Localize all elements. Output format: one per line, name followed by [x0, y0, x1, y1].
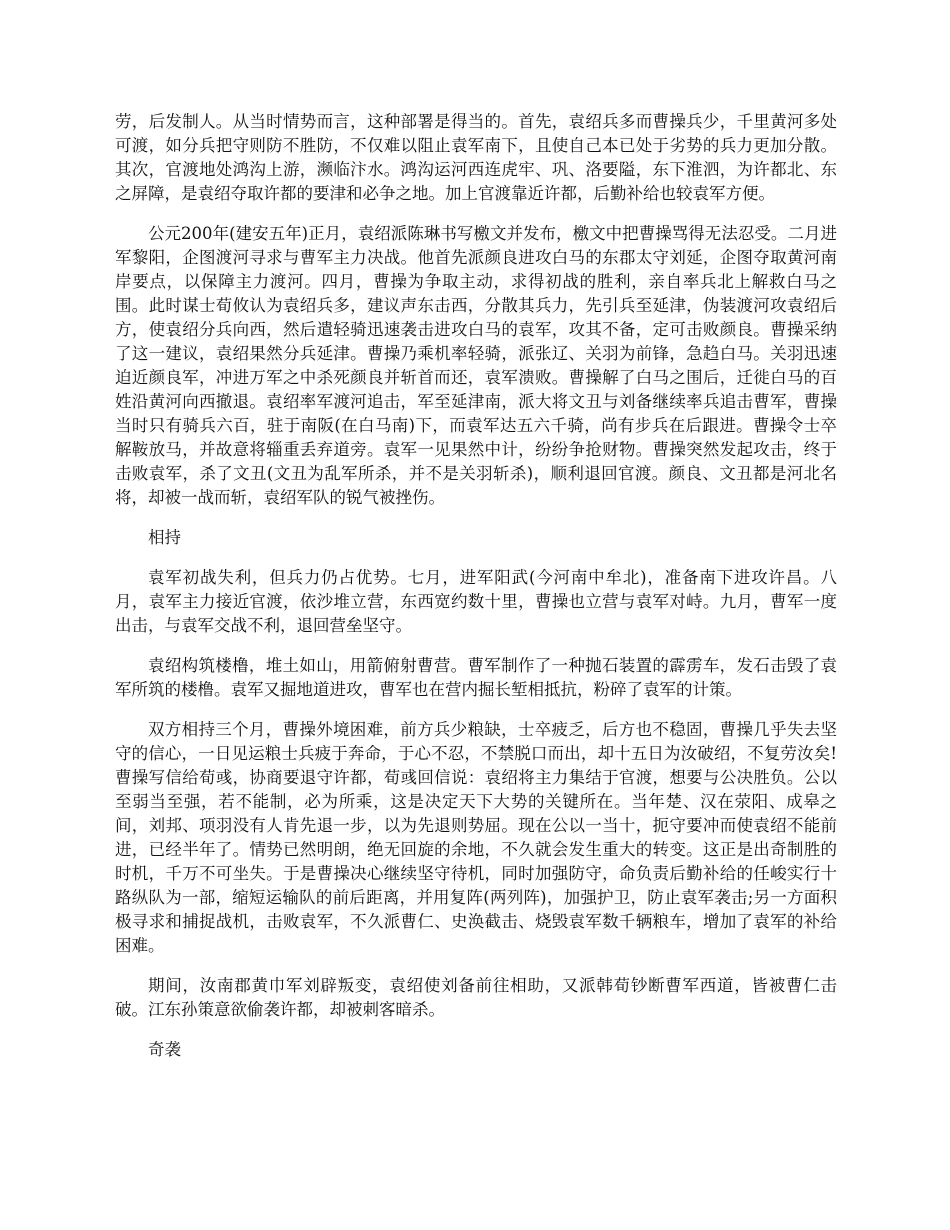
- paragraph-intro: 劳，后发制人。从当时情势而言，这种部署是得当的。首先，袁绍兵多而曹操兵少，千里黄河多处可渡，如分兵把守则防不胜防，不仅难以阻止袁军南下，且使自己本已处于劣势的兵力更加分散。其次，官渡地处鸿沟上游，濒临汴水。鸿沟运河西连虎牢、巩、洛要隘，东下淮泗，为许都北、东之屏障，是袁绍夺取许都的要津和必争之地。加上官渡靠近许都，后勤补给也较袁军方便。: [115, 112, 837, 203]
- paragraph-baima: 公元200年(建安五年)正月，袁绍派陈琳书写檄文并发布，檄文中把曹操骂得无法忍受。二月进军黎阳，企图渡河寻求与曹军主力决战。他首先派颜良进攻白马的东郡太守刘延，企图夺取黄河南岸要点，以保障主力渡河。四月，曹操为争取主动，求得初战的胜利，亲自率兵北上解救白马之围。此时谋士荀攸认为袁绍兵多，建议声东击西，分散其兵力，先引兵至延津，伪装渡河攻袁绍后方，使袁绍分兵向西，然后遣轻骑迅速袭击进攻白马的袁军，攻其不备，定可击败颜良。曹操采纳了这一建议，袁绍果然分兵延津。曹操乃乘机率轻骑，派张辽、关羽为前锋，急趋白马。关羽迅速迫近颜良军，冲进万军之中杀死颜良并斩首而还，袁军溃败。曹操解了白马之围后，迁徙白马的百姓沿黄河向西撤退。袁绍率军渡河追击，军至延津南，派大将文丑与刘备继续率兵追击曹军，曹操当时只有骑兵六百，驻于南阪(在白马南)下，而袁军达五六千骑，尚有步兵在后跟进。曹操令士卒解鞍放马，并故意将辎重丢弃道旁。袁军一见果然中计，纷纷争抢财物。曹操突然发起攻击，终于击败袁军，杀了文丑(文丑为乱军所杀，并不是关羽斩杀)，顺利退回官渡。颜良、文丑都是河北名将，却被一战而斩，袁绍军队的锐气被挫伤。: [115, 224, 837, 507]
- document-body: [115, 110, 837, 1078]
- paragraph-towers: 袁绍构筑楼橹，堆土如山，用箭俯射曹营。曹军制作了一种抛石装置的霹雳车，发石击毁了袁军所筑的楼橹。袁军又掘地道进攻，曹军也在营内掘长堑相抵抗，粉碎了袁军的计策。: [115, 656, 837, 699]
- section-heading-qixi: 奇袭: [148, 1040, 181, 1059]
- section-heading-xiangchi: 相持: [148, 528, 181, 547]
- paragraph-standoff-start: 袁军初战失利，但兵力仍占优势。七月，进军阳武(今河南中牟北)，准备南下进攻许昌。八月，袁军主力接近官渡，依沙堆立营，东西宽约数十里，曹操也立营与袁军对峙。九月，曹军一度出击，与袁军交战不利，退回营垒坚守。: [115, 568, 837, 635]
- paragraph-three-months: 双方相持三个月，曹操外境困难，前方兵少粮缺，士卒疲乏，后方也不稳固，曹操几乎失去坚守的信心，一日见运粮士兵疲于奔命，于心不忍，不禁脱口而出，却十五日为汝破绍，不复劳汝矣!曹操写信给荀彧，协商要退守许都，荀彧回信说：袁绍将主力集结于官渡，想要与公决胜负。公以至弱当至强，若不能制，必为所乘，这是决定天下大势的关键所在。当年楚、汉在荥阳、成皋之间，刘邦、项羽没有人肯先退一步，以为先退则势屈。现在公以一当十，扼守要冲而使袁绍不能前进，已经半年了。情势已然明朗，绝无回旋的余地，不久就会发生重大的转变。这正是出奇制胜的时机，千万不可坐失。于是曹操决心继续坚守待机，同时加强防守，命负责后勤补给的任峻实行十路纵队为一部，缩短运输队的前后距离，并用复阵(两列阵)，加强护卫，防止袁军袭击;另一方面积极寻求和捕捉战机，击败袁军，不久派曹仁、史涣截击、烧毁袁军数千辆粮车，增加了袁军的补给困难。: [115, 720, 837, 955]
- paragraph-runan: 期间，汝南郡黄巾军刘辟叛变，袁绍使刘备前往相助，又派韩荀钞断曹军西道，皆被曹仁击破。江东孙策意欲偷袭许都，却被刺客暗杀。: [115, 976, 837, 1019]
